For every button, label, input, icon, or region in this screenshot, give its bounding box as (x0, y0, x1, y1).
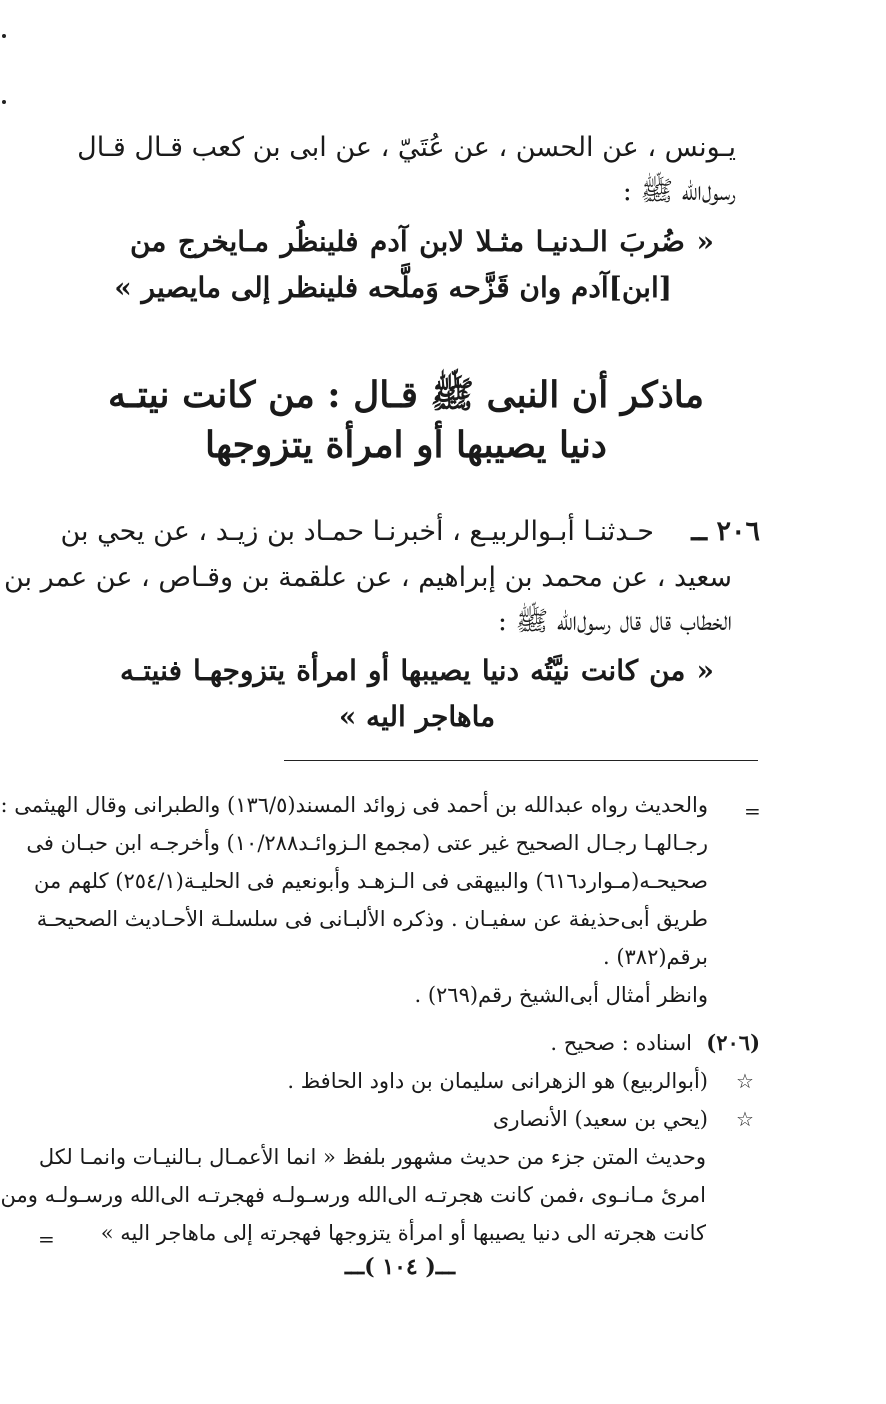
footnote-cont-line-6: وانظر أمثال أبى‌الشيخ رقم(٢٦٩) . (414, 983, 708, 1007)
hadith-206-matn-line-1: « من كانت نيَّتُه دنيا يصيبها أو امرأة يتزوجهـا فنيتـه (120, 654, 714, 687)
top-hadith-line-1: يـونس ، عن الحسن ، عن عُتَيّ ، عن ابى بن كعب قـال قـال (77, 132, 736, 163)
end-marker: = (38, 1227, 55, 1251)
footnote-cont-line-1: والحديث رواه عبدالله بن أحمد فى زوائد المسند(١٣٦/٥) والطبرانى وقال الهيثمى : (0, 793, 708, 817)
footnote-cont-line-3: صحيحـه(مـوارد٦١٦) والبيهقى فى الـزهـد وأبونعيم فى الحليـة(٢٥٤/١) كلهم من (34, 869, 708, 893)
footnote-star-1: (أبوالربيع) هو الزهرانى سليمان بن داود الحافظ . (287, 1069, 708, 1093)
top-hadith-matn-line-1: « ضُربَ الـدنيـا مثـلا لابن آدم فلينظُر مـايخرج من (130, 225, 714, 258)
top-hadith-matn-line-2: [ابن]آدم وان قَزَّحه وَملَّحه فلينظر إلى مايصير » (114, 271, 672, 304)
footnote-final-line-1: وحديث المتن جزء من حديث مشهور بلفظ « انما الأعمـال بـالنيـات وانمـا لكل (38, 1145, 706, 1169)
hadith-206-line-1: حـدثنـا أبـوالربيـع ، أخبرنـا حمـاد بن زيـد ، عن يحي بن (60, 516, 654, 547)
footnote-cont-line-2: رجـالهـا رجـال الصحيح غير عتى (مجمع الـزوائـد١٠/٢٨٨) وأخرجـه ابن حبـان فى (26, 831, 708, 855)
hadith-206-matn-line-2: ماهاجر اليه » (338, 700, 496, 733)
footnote-separator (284, 760, 758, 761)
star-bullet-2: ☆ (736, 1107, 754, 1131)
hadith-number: ٢٠٦ ــ (691, 516, 760, 547)
hadith-206-line-2: سعيد ، عن محمد بن إبراهيم ، عن علقمة بن وقـاص ، عن عمر بن (3, 562, 732, 593)
footnote-cont-line-5: برقم(٣٨٢) . (602, 945, 708, 969)
hadith-206-line-3: الخطاب قال قال رسول‌الله ﷺ : (497, 606, 732, 637)
footnote-final-line-2: امرئ مـانـوى ،فمن كانت هجرتـه الى‌الله ورسـولـه فهجرتـه الى‌الله ورسـولـه ومن (0, 1183, 706, 1207)
section-heading-line-2: دنيا يصيبها أو امرأة يتزوجها (205, 424, 607, 466)
footnote-206-number: (٢٠٦) (706, 1030, 760, 1055)
scan-speck (2, 34, 6, 38)
section-heading-line-1: ماذكر أن النبى ﷺ قـال : من كانت نيتـه (107, 374, 705, 416)
scan-speck (2, 100, 6, 104)
star-bullet-1: ☆ (736, 1069, 754, 1093)
footnote-206-text: اسناده : صحيح . (550, 1031, 692, 1055)
page-number: ـــ( ١٠٤ )ـــ (344, 1254, 456, 1280)
continuation-marker: = (744, 799, 761, 823)
top-hadith-line-2: رسول‌الله ﷺ : (622, 176, 736, 207)
footnote-final-line-3: كانت هجرته الى دنيا يصيبها أو امرأة يتزوجها فهجرته إلى ماهاجر اليه » (100, 1221, 706, 1245)
footnote-cont-line-4: طريق أبى‌حذيفة عن سفيـان . وذكره الألبـانى فى سلسلـة الأحـاديث الصحيحـة (36, 907, 708, 931)
footnote-star-2: (يحي بن سعيد) الأنصارى (492, 1107, 708, 1131)
